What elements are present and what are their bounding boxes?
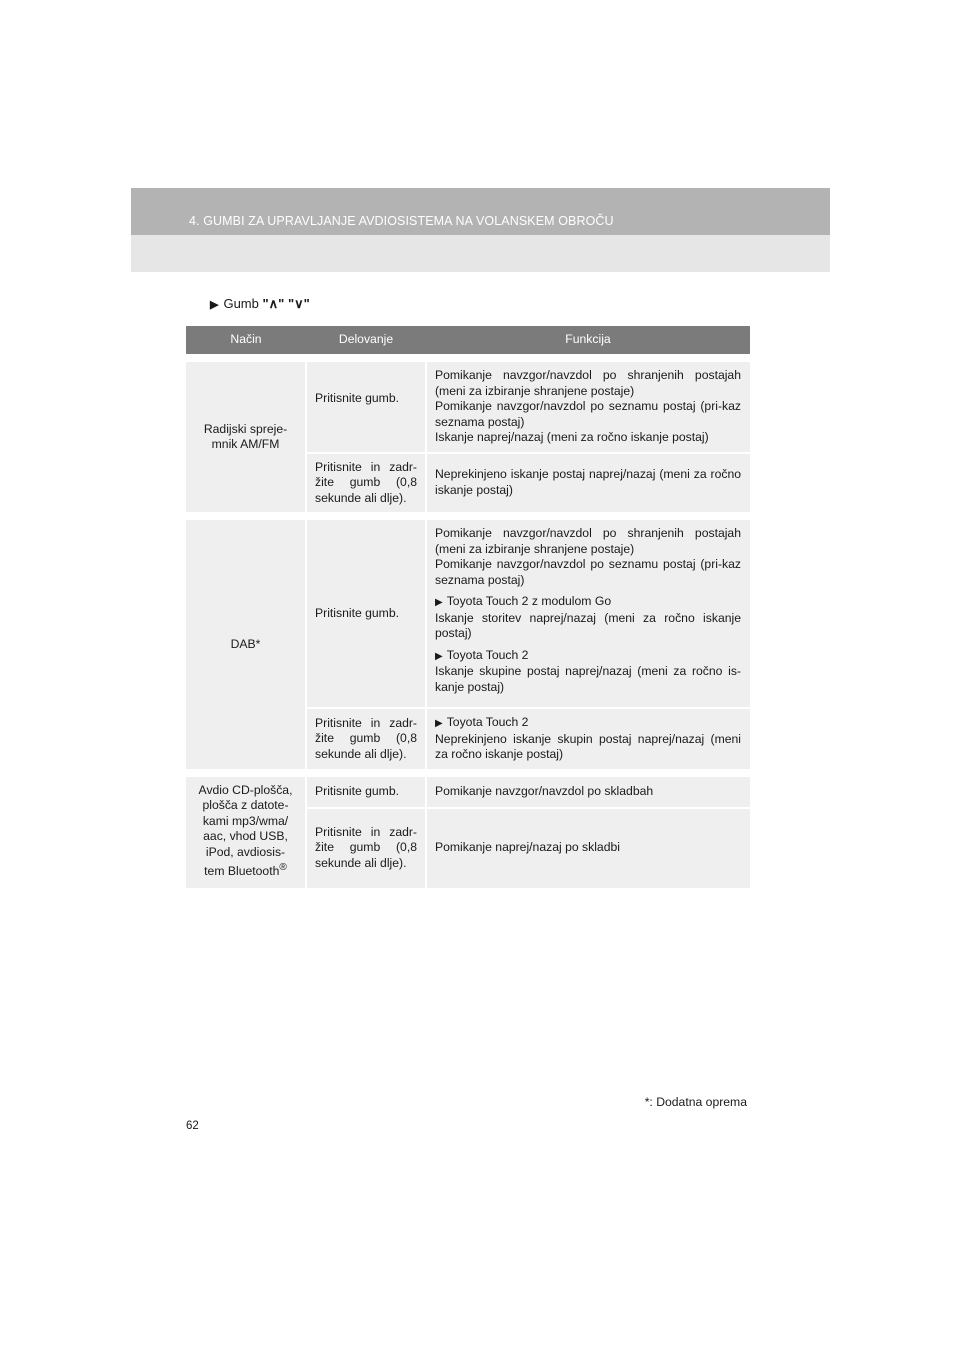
section-title: 4. GUMBI ZA UPRAVLJANJE AVDIOSISTEMA NA VOLANSKEM OBROČU <box>189 214 614 228</box>
table-row <box>186 358 750 453</box>
function-table <box>186 326 750 888</box>
page-number: 62 <box>186 1120 199 1132</box>
function-text: Pomikanje navzgor/navzdol po shranjenih postajah (meni za izbiranje shranjene postaje) <box>435 526 741 556</box>
header-bar <box>131 188 830 235</box>
function-cell <box>426 808 750 888</box>
function-cell <box>426 358 750 453</box>
subsection-text: Iskanje storitev naprej/nazaj (meni za ročno iskanje postaj) <box>435 610 741 640</box>
triangle-right-icon: ▶ <box>435 650 443 662</box>
function-text: Pomikanje navzgor/navzdol po shranjenih postajah (meni za izbiranje shranjene postaje) <box>435 368 741 398</box>
action-cell: Pritisnite gumb. <box>306 516 426 708</box>
action-cell: Pritisnite in zadr-žite gumb (0,8 sekunde ali dlje). <box>306 708 426 773</box>
action-cell: Pritisnite gumb. <box>306 358 426 453</box>
column-header-mode: Način <box>186 326 306 358</box>
action-cell: Pritisnite in zadr-žite gumb (0,8 sekunde ali dlje). <box>306 808 426 888</box>
function-cell <box>426 773 750 808</box>
subsection-heading <box>210 296 310 312</box>
function-text: Pomikanje navzgor/navzdol po seznamu postaj (pri-kaz seznama postaj) <box>435 399 741 429</box>
mode-cell: Avdio CD-plošča, plošča z datote-kami mp3/wma/ aac, vhod USB, iPod, avdiosis-tem Bluetooth® <box>186 773 306 888</box>
heading-keys: "∧" "∨" <box>262 296 310 311</box>
triangle-right-icon: ▶ <box>435 718 443 729</box>
action-cell: Pritisnite in zadr-žite gumb (0,8 sekunde ali dlje). <box>306 453 426 517</box>
function-text: Pomikanje navzgor/navzdol po skladbah <box>435 783 654 798</box>
function-text: Pomikanje navzgor/navzdol po seznamu postaj (pri-kaz seznama postaj) <box>435 557 741 587</box>
function-cell <box>426 708 750 773</box>
function-text: Pomikanje naprej/nazaj po skladbi <box>435 840 620 855</box>
registered-mark: ® <box>279 862 287 873</box>
heading-label: Gumb <box>223 296 259 311</box>
table-row <box>186 516 750 708</box>
function-cell <box>426 516 750 708</box>
table-row <box>186 773 750 808</box>
function-cell <box>426 453 750 517</box>
mode-cell: DAB* <box>186 516 306 773</box>
triangle-right-icon: ▶ <box>435 597 443 608</box>
footnote: *: Dodatna oprema <box>644 1095 747 1109</box>
action-cell: Pritisnite gumb. <box>306 773 426 808</box>
mode-cell: Radijski spreje-mnik AM/FM <box>186 358 306 516</box>
subsection-title: ▶ Toyota Touch 2 z modulom Go <box>435 594 612 608</box>
function-text: Iskanje naprej/nazaj (meni za ročno iskanje postaj) <box>435 430 709 444</box>
table-header-row <box>186 326 750 358</box>
subsection-text: Neprekinjeno iskanje skupin postaj naprej/nazaj (meni za ročno iskanje postaj) <box>435 731 741 761</box>
triangle-right-icon: ▶ <box>210 299 219 311</box>
column-header-function: Funkcija <box>426 326 750 358</box>
page-header <box>131 188 830 272</box>
subsection-text: Iskanje skupine postaj naprej/nazaj (meni za ročno is-kanje postaj) <box>435 664 741 694</box>
subsection-title: ▶ Toyota Touch 2 <box>435 715 529 729</box>
function-text: Neprekinjeno iskanje postaj naprej/nazaj (meni za ročno iskanje postaj) <box>435 467 741 497</box>
column-header-action: Delovanje <box>306 326 426 358</box>
subsection-title: ▶ Toyota Touch 2 <box>435 647 529 662</box>
